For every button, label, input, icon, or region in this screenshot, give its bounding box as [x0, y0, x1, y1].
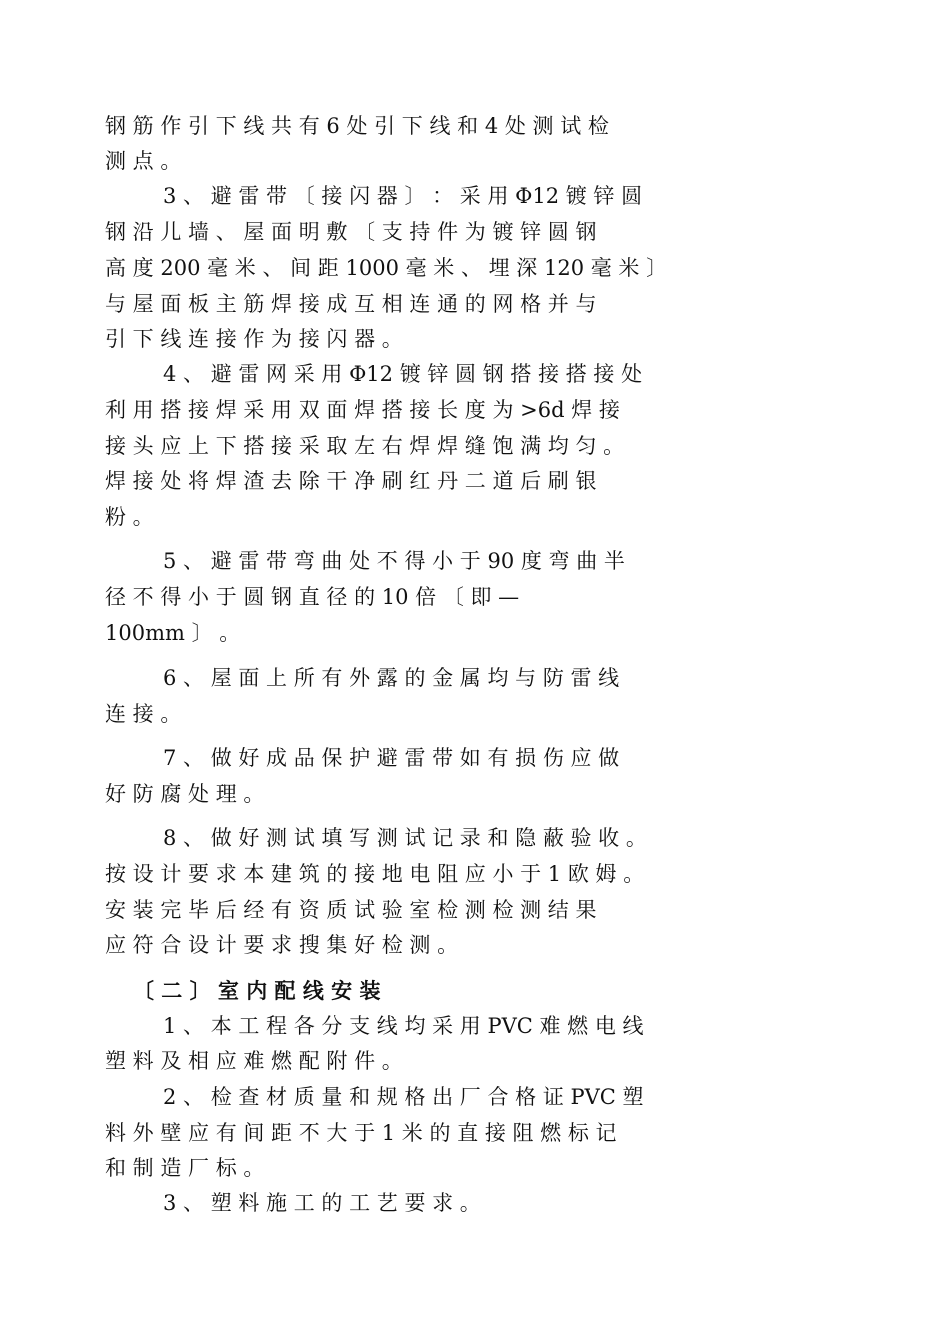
text-line: 径 不 得 小 于 圆 钢 直 径 的 10 倍 〔 即 — — [105, 585, 520, 609]
text-line: 7 、 做 好 成 品 保 护 避 雷 带 如 有 损 伤 应 做 — [163, 746, 620, 770]
text-line: 按 设 计 要 求 本 建 筑 的 接 地 电 阻 应 小 于 1 欧 姆 。 — [105, 862, 645, 886]
text-line: 塑 料 及 相 应 难 燃 配 附 件 。 — [105, 1049, 403, 1073]
text-line: 利 用 搭 接 焊 采 用 双 面 焊 搭 接 长 度 为 >6d 焊 接 — [105, 398, 620, 422]
text-line: 应 符 合 设 计 要 求 搜 集 好 检 测 。 — [105, 933, 459, 957]
text-line: 接 头 应 上 下 搭 接 采 取 左 右 焊 焊 缝 饱 满 均 匀 。 — [105, 434, 625, 458]
text-line: 料 外 壁 应 有 间 距 不 大 于 1 米 的 直 接 阻 燃 标 记 — [105, 1121, 617, 1145]
text-line: 钢 沿 儿 墙 、 屋 面 明 敷 〔 支 持 件 为 镀 锌 圆 钢 — [105, 220, 597, 244]
section-heading: 〔 二 〕 室 内 配 线 安 装 — [133, 978, 381, 1003]
text-line: 1 、 本 工 程 各 分 支 线 均 采 用 PVC 难 燃 电 线 — [163, 1014, 644, 1038]
text-line: 好 防 腐 处 理 。 — [105, 782, 265, 806]
text-line: 钢 筋 作 引 下 线 共 有 6 处 引 下 线 和 4 处 测 试 检 — [105, 114, 609, 138]
text-line: 和 制 造 厂 标 。 — [105, 1156, 265, 1180]
text-line: 安 装 完 毕 后 经 有 资 质 试 验 室 检 测 检 测 结 果 — [105, 898, 597, 922]
text-line: 5 、 避 雷 带 弯 曲 处 不 得 小 于 90 度 弯 曲 半 — [163, 549, 625, 573]
text-line: 焊 接 处 将 焊 渣 去 除 干 净 刷 红 丹 二 道 后 刷 银 — [105, 469, 597, 493]
text-line: 连 接 。 — [105, 702, 182, 726]
text-line: 粉 。 — [105, 505, 154, 529]
text-line: 100mm 〕 。 — [105, 621, 241, 645]
text-line: 测 点 。 — [105, 149, 182, 173]
text-line: 6 、 屋 面 上 所 有 外 露 的 金 属 均 与 防 雷 线 — [163, 666, 620, 690]
text-line: 8 、 做 好 测 试 填 写 测 试 记 录 和 隐 蔽 验 收 。 — [163, 826, 647, 850]
text-line: 与 屋 面 板 主 筋 焊 接 成 互 相 连 通 的 网 格 并 与 — [105, 292, 597, 316]
text-line: 2 、 检 查 材 质 量 和 规 格 出 厂 合 格 证 PVC 塑 — [163, 1085, 644, 1109]
text-line: 4 、 避 雷 网 采 用 Φ12 镀 锌 圆 钢 搭 接 搭 接 处 — [163, 362, 643, 386]
text-line: 高 度 200 毫 米 、 间 距 1000 毫 米 、 埋 深 120 毫 米 〕 — [105, 256, 668, 280]
text-line: 3 、 塑 料 施 工 的 工 艺 要 求 。 — [163, 1191, 481, 1215]
text-line: 3 、 避 雷 带 〔 接 闪 器 〕 ： 采 用 Φ12 镀 锌 圆 — [163, 184, 643, 208]
text-line: 引 下 线 连 接 作 为 接 闪 器 。 — [105, 327, 403, 351]
